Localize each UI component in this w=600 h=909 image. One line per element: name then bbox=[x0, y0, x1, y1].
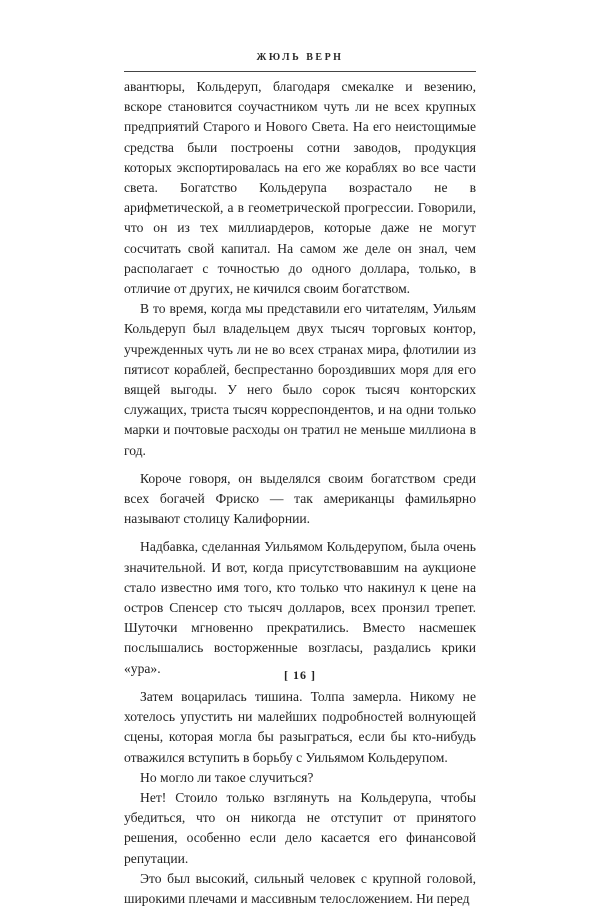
paragraph: Нет! Стоило только взглянуть на Кольдерупа, чтобы убедиться, что он никогда не отступит от принятого решения, особенно если дело касается его финансовой репутации. bbox=[124, 789, 476, 866]
paragraph-gap bbox=[124, 529, 476, 537]
header-rule bbox=[124, 71, 476, 72]
paragraph: Надбавка, сделанная Уильямом Кольдерупом, была очень значительной. И вот, когда присутствовавшим на аукционе стало известно имя того, кто только что накинул к цене на остров Спенсер сто тысяч долларов, всех пронзил трепет. Шуточки мгновенно прекратились. Вместо насмешек послышались восторженные возгласы, раздались крики «ура». bbox=[124, 539, 476, 676]
paragraph: Короче говоря, он выделялся своим богатством среди всех богачей Фриско — так американцы фамильярно называют столицу Калифорнии. bbox=[124, 470, 476, 527]
body-text bbox=[124, 77, 476, 909]
paragraph: В то время, когда мы представили его читателям, Уильям Кольдеруп был владельцем двух тысяч торговых контор, учрежденных чуть ли не во всех странах мира, флотилии из пятисот кораблей, беспрестанно бороздивших моря для его вящей выгоды. У него было сорок тысяч конторских служащих, триста тысяч корреспондентов, и на одни только марки и почтовые расходы он тратил не меньше миллиона в год. bbox=[124, 301, 476, 458]
paragraph: Затем воцарилась тишина. Толпа замерла. Никому не хотелось упустить ни малейших подробностей волнующей сцены, которая могла бы разыграться, если бы кто-нибудь отважился вступить в борьбу с Уильямом Кольдерупом. bbox=[124, 688, 476, 765]
paragraph: авантюры, Кольдеруп, благодаря смекалке и везению, вскоре становится соучастником чуть ли не всех крупных предприятий Старого и Нового Света. На его неистощимые средства были построены сотни заводов, продукция которых экспортировалась на его же кораблях во все части света. Богатство Кольдерупа возрастало не в арифметической, а в геометрической прогрессии. Говорили, что он из тех миллиардеров, которые даже не могут сосчитать свой капитал. На самом же деле он знал, чем располагает с точностью до одного доллара, только, в отличие от других, не кичился своим богатством. bbox=[124, 79, 476, 297]
running-head: ЖЮЛЬ ВЕРН bbox=[256, 52, 344, 63]
page-number: [ 16 ] bbox=[284, 668, 316, 682]
paragraph-gap bbox=[124, 461, 476, 469]
paragraph: Это был высокий, сильный человек с крупной головой, широкими плечами и массивным телосложением. Ни перед bbox=[124, 870, 476, 906]
paragraph: Но могло ли такое случиться? bbox=[140, 769, 314, 785]
